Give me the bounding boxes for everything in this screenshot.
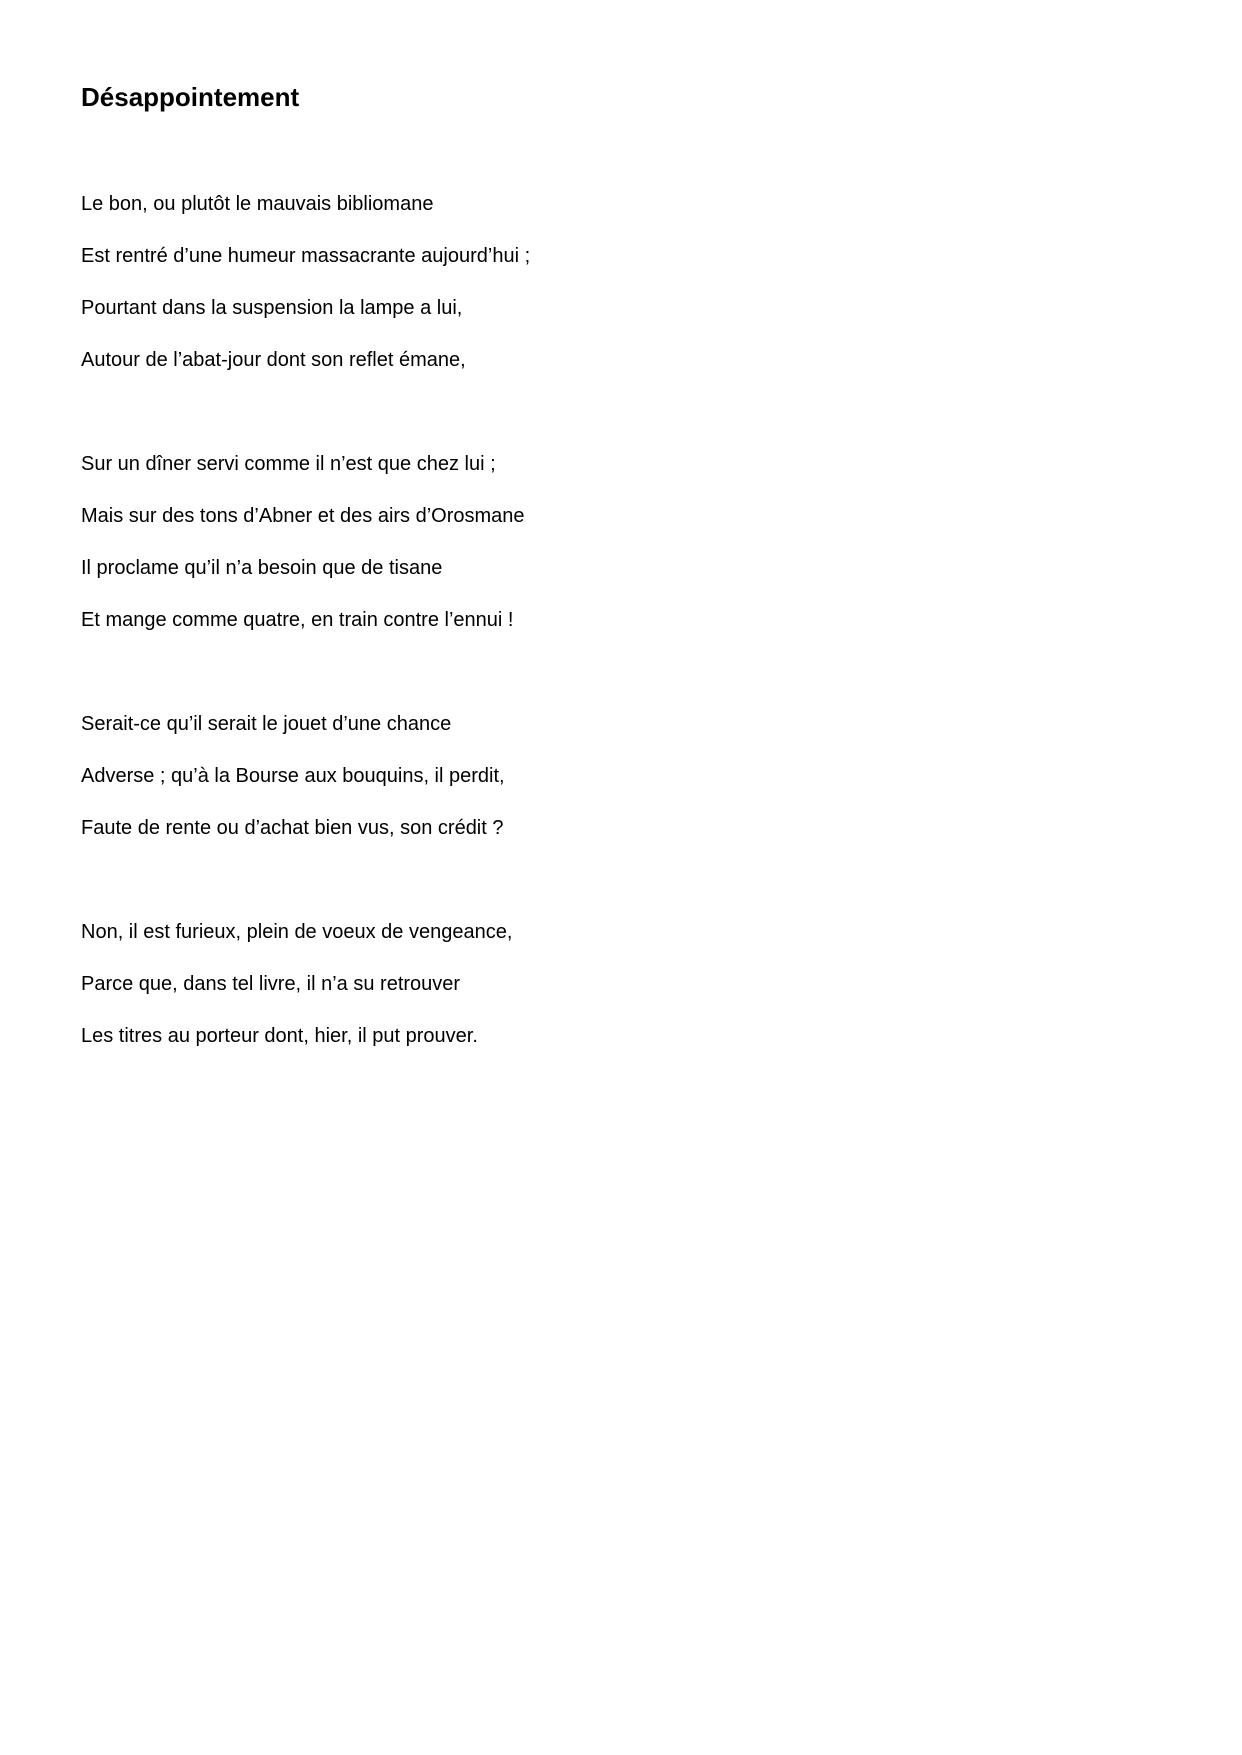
poem-line: Mais sur des tons d’Abner et des airs d’Orosmane: [81, 505, 525, 527]
poem-line: Parce que, dans tel livre, il n’a su retrouver: [81, 973, 461, 995]
poem-line: Non, il est furieux, plein de voeux de vengeance,: [81, 921, 513, 943]
poem-line: Sur un dîner servi comme il n’est que chez lui ;: [81, 453, 496, 475]
poem-line: Adverse ; qu’à la Bourse aux bouquins, il perdit,: [81, 765, 505, 787]
poem-line: Et mange comme quatre, en train contre l’ennui !: [81, 609, 514, 631]
stanza-3: [81, 712, 1161, 868]
poem-line: Les titres au porteur dont, hier, il put prouver.: [81, 1025, 478, 1047]
stanza-1: [81, 192, 1161, 400]
poem-body: [81, 192, 1161, 1128]
poem-line: Est rentré d’une humeur massacrante aujourd’hui ;: [81, 245, 531, 267]
poem-line: Faute de rente ou d’achat bien vus, son crédit ?: [81, 817, 504, 839]
poem-line: Pourtant dans la suspension la lampe a lui,: [81, 297, 463, 319]
poem-line: Le bon, ou plutôt le mauvais bibliomane: [81, 193, 434, 215]
stanza-2: [81, 452, 1161, 660]
poem-line: Serait-ce qu’il serait le jouet d’une chance: [81, 713, 452, 735]
poem-line: Il proclame qu’il n’a besoin que de tisane: [81, 557, 443, 579]
stanza-4: [81, 920, 1161, 1076]
poem-title: Désappointement: [81, 82, 300, 112]
poem-line: Autour de l’abat-jour dont son reflet émane,: [81, 349, 466, 371]
